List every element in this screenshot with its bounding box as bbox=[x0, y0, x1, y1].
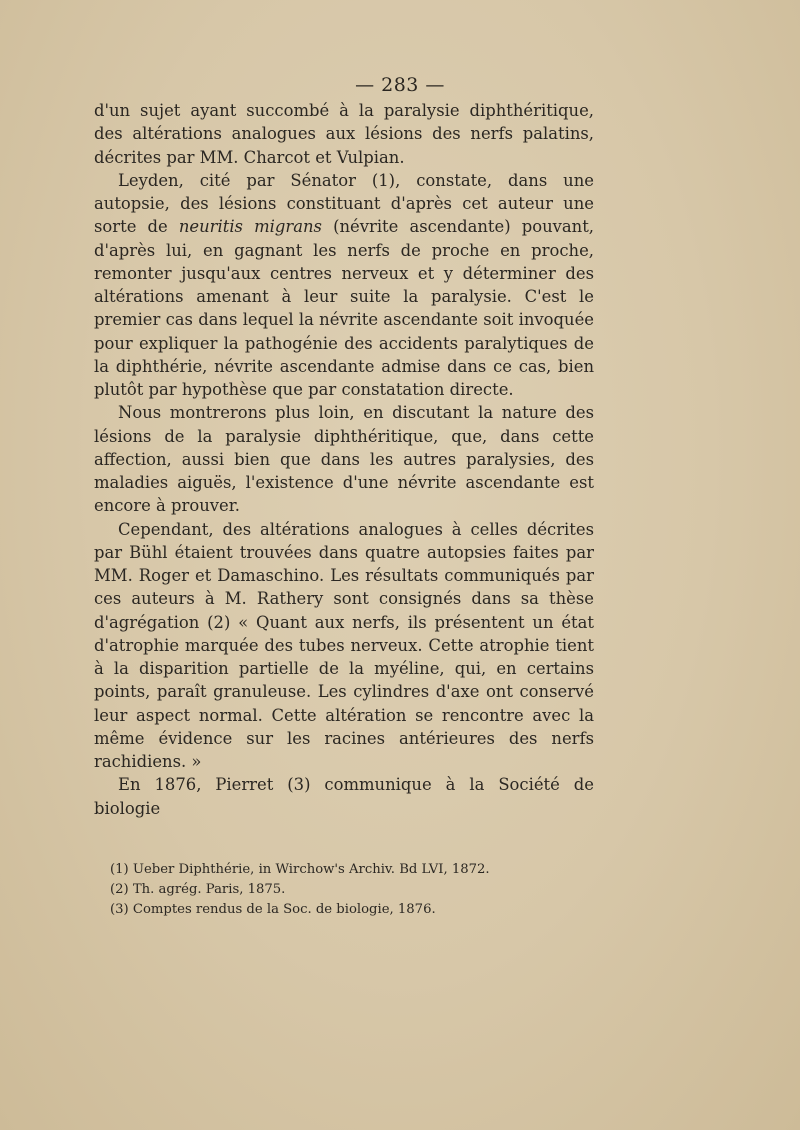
paragraph-2-start: Leyden, cité par Sénator (1), constate, dans une autopsie, des lésions constituant d'après cet auteur une sorte de bbox=[94, 170, 594, 237]
paragraph-2-end: (névrite ascendante) pouvant, d'après lui, en gagnant les nerfs de proche en proche, remonter jusqu'aux centres nerveux et y déterminer des altérations amenant à leur suite la paralysie. C'est le premier cas dans lequel la névrite ascendante soit invoquée pour expliquer la pathogénie des accidents paralytiques de la diphthérie, névrite ascendante admise dans ce cas, bien plutôt par hypothèse que par constatation directe. bbox=[94, 217, 595, 399]
paragraph-4: Cependant, des altérations analogues à celles décrites par Bühl étaient trouvées dans quatre autopsies faites par MM. Roger et Damaschino. Les résultats communiqués par ces auteurs à M. Rathery sont consignés dans sa thèse d'agrégation (2) « Quant aux nerfs, ils présentent un état d'atrophie marquée des tubes nerveux. Cette atrophie tient à la disparition partielle de la myéline, qui, en certains points, paraît granuleuse. Les cylindres d'axe ont conservé leur aspect normal. Cette altération se rencontre avec la même évidence sur les racines antérieures des nerfs rachidiens. » bbox=[94, 519, 594, 771]
paragraph-5: En 1876, Pierret (3) communique à la Société de biologie bbox=[94, 775, 594, 818]
footnote-2: (2) Th. agrég. Paris, 1875. bbox=[110, 882, 286, 897]
footnotes bbox=[110, 860, 590, 920]
footnote-1: (1) Ueber Diphthérie, in Wirchow's Archiv. Bd LVI, 1872. bbox=[110, 862, 490, 877]
paragraph-3: Nous montrerons plus loin, en discutant la nature des lésions de la paralysie diphthéritique, que, dans cette affection, aussi bien que dans les autres paralysies, des maladies aiguës, l'existence d'une névrite ascendante est encore à prouver. bbox=[94, 403, 594, 516]
page-number: — 283 — bbox=[355, 74, 445, 96]
body-text bbox=[94, 99, 594, 820]
paragraph-1: d'un sujet ayant succombé à la paralysie diphthéritique, des altérations analogues aux lésions des nerfs palatins, décrites par MM. Charcot et Vulpian. bbox=[94, 101, 594, 167]
paragraph-2-italic-term: neuritis migrans bbox=[178, 217, 322, 237]
paragraph-2 bbox=[94, 169, 594, 402]
footnote-3: (3) Comptes rendus de la Soc. de biologie, 1876. bbox=[110, 902, 436, 917]
